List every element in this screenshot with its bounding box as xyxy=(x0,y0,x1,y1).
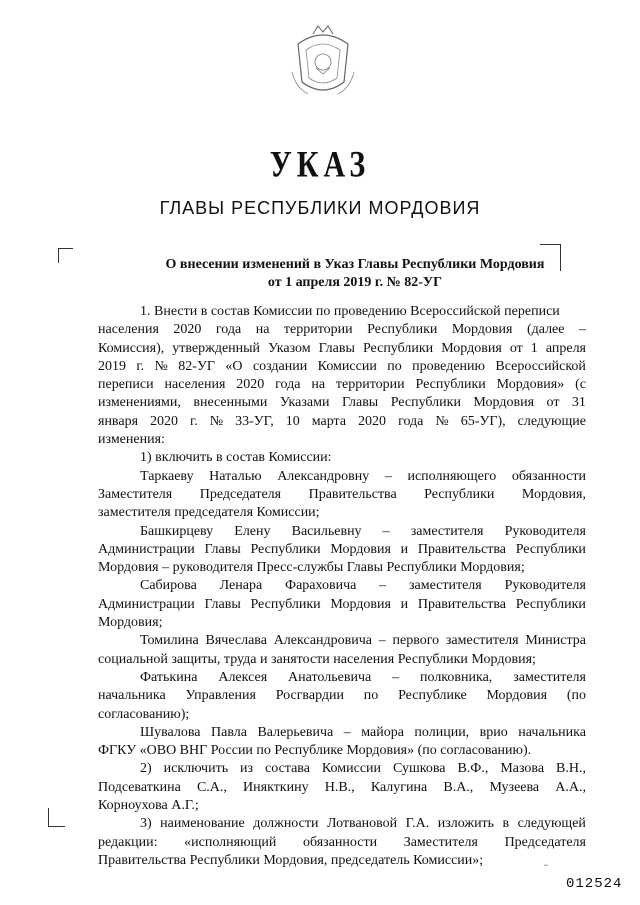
body-word: Подсеваткина xyxy=(98,779,181,795)
body-line xyxy=(98,815,586,833)
body-word: 2020 xyxy=(236,377,265,393)
body-word: – xyxy=(378,633,386,649)
body-word: переписи xyxy=(98,377,154,393)
body-word: проведению xyxy=(412,358,485,374)
body-line xyxy=(98,541,586,559)
body-word: Шувалова xyxy=(140,724,201,740)
body-word: Алексея xyxy=(218,669,268,685)
body-word: Мордовия xyxy=(441,340,502,356)
body-line xyxy=(98,724,586,742)
body-line xyxy=(98,413,586,431)
body-word: Председателя xyxy=(199,486,282,502)
body-line: Мордовия – руководителя Пресс-службы Главы Республики Мордовия; xyxy=(98,560,525,576)
decree-body xyxy=(98,303,586,870)
body-word: (далее xyxy=(526,322,565,338)
body-word: изменениями, xyxy=(98,395,181,411)
body-word: Республики xyxy=(390,395,461,411)
body-word: обязанности xyxy=(302,834,378,850)
body-word: Томилина xyxy=(140,633,199,649)
body-word: редакции: xyxy=(98,834,158,850)
body-word: территории xyxy=(283,322,353,338)
body-word: Мордовия xyxy=(330,596,391,612)
body-word: Мордовия xyxy=(473,395,535,411)
body-word: Главы xyxy=(318,340,355,356)
body-word: Анатольевича xyxy=(288,669,372,685)
body-word: обязанности xyxy=(511,468,586,484)
body-word: Мордовия xyxy=(451,322,513,338)
body-word: от xyxy=(509,340,523,356)
heading-line: от 1 апреля 2019 г. № 82-УГ xyxy=(267,275,443,290)
body-word: Управления xyxy=(185,688,256,704)
body-word: – xyxy=(392,669,400,685)
document-title: УКАЗ xyxy=(269,144,371,186)
body-word: № xyxy=(154,358,168,374)
body-word: полиции, xyxy=(414,724,470,740)
body-word: апреля xyxy=(545,340,586,356)
body-word: года xyxy=(398,413,424,429)
body-word: – xyxy=(578,322,586,338)
body-word: следующие xyxy=(517,413,586,429)
body-word: Мордовия» xyxy=(496,377,565,393)
body-word: Всероссийской xyxy=(495,358,586,374)
body-word: исключить xyxy=(163,761,229,777)
body-word: – xyxy=(384,468,392,484)
body-word: 10 xyxy=(285,413,300,429)
body-word: Главы xyxy=(341,395,379,411)
body-word: майора xyxy=(361,724,404,740)
body-word: должности xyxy=(253,816,319,832)
body-word: Республики xyxy=(415,377,486,393)
body-word: Сушкова xyxy=(393,761,446,777)
body-word: Наталью xyxy=(209,468,262,484)
body-word: изложить xyxy=(437,816,495,832)
body-word: Елену xyxy=(234,523,271,539)
body-word: от xyxy=(546,395,560,411)
body-word: Главы xyxy=(204,596,241,612)
body-word: населения xyxy=(98,322,159,338)
body-word: Главы xyxy=(204,541,241,557)
body-line xyxy=(98,687,586,705)
body-word: 2020 xyxy=(173,322,202,338)
body-line xyxy=(98,577,586,595)
body-word: – xyxy=(343,724,351,740)
body-word: года xyxy=(275,377,301,393)
body-word: Республике xyxy=(398,688,467,704)
body-word: 2020 xyxy=(358,413,387,429)
body-word: создании xyxy=(252,358,308,374)
body-word: 2019 xyxy=(98,358,126,374)
body-word: в xyxy=(502,816,510,832)
body-word: наименование xyxy=(160,816,245,832)
body-word: Вячеслава xyxy=(205,633,267,649)
body-word: по xyxy=(387,358,402,374)
body-word: Ленара xyxy=(219,578,263,594)
body-word: полковника, xyxy=(420,669,493,685)
scan-mark: ~ xyxy=(544,862,548,870)
body-word: (с xyxy=(575,377,586,393)
body-line: согласованию); xyxy=(98,706,190,722)
document-subtitle: ГЛАВЫ РЕСПУБЛИКИ МОРДОВИЯ xyxy=(159,198,481,218)
body-word: Министра xyxy=(525,633,586,649)
body-word: – xyxy=(379,578,387,594)
body-word: утвержденный xyxy=(172,340,261,356)
body-word: следующей xyxy=(517,816,586,832)
body-word: С.А., xyxy=(196,779,227,795)
body-line: социальной защиты, труда и занятости населения Республики Мордовия; xyxy=(98,651,536,667)
body-word: из xyxy=(240,761,254,777)
body-word: Руководителя xyxy=(504,578,586,594)
body-word: Республики xyxy=(362,340,434,356)
body-word: В.Н., xyxy=(556,761,586,777)
body-word: Фараховича xyxy=(285,578,357,594)
body-line xyxy=(98,321,586,339)
body-line xyxy=(98,834,586,852)
body-word: начальника xyxy=(518,724,586,740)
body-word: Александровича xyxy=(273,633,373,649)
body-word: Мазова xyxy=(500,761,545,777)
body-word: Лотвановой xyxy=(326,816,398,832)
body-line xyxy=(98,596,586,614)
body-word: состава xyxy=(265,761,310,777)
body-line xyxy=(98,394,586,412)
body-word: заместителя xyxy=(513,669,586,685)
body-word: января xyxy=(98,413,139,429)
body-word: Музеева xyxy=(489,779,540,795)
body-word: В.А., xyxy=(443,779,474,795)
body-word: исполняющего xyxy=(407,468,497,484)
body-line xyxy=(98,376,586,394)
body-word: Республики xyxy=(250,596,321,612)
body-word: Таркаеву xyxy=(140,468,194,484)
body-word: и xyxy=(400,541,409,557)
body-word: г. xyxy=(136,358,145,374)
body-word: Заместителя xyxy=(403,834,478,850)
registration-number: 012524 xyxy=(566,876,623,892)
body-word: 1 xyxy=(530,340,538,356)
body-line xyxy=(98,632,586,650)
body-word: В.Ф., xyxy=(457,761,489,777)
body-word: на xyxy=(311,377,326,393)
body-word: населения xyxy=(164,377,226,393)
body-word: Правительства xyxy=(308,486,397,502)
body-word: Комиссия), xyxy=(98,340,165,356)
body-word: Мордовия xyxy=(330,541,391,557)
body-word: № xyxy=(435,413,449,429)
body-word: Республики xyxy=(367,322,438,338)
body-word: Александровну xyxy=(277,468,370,484)
body-word: 2020 xyxy=(150,413,179,429)
body-line xyxy=(98,523,586,541)
body-word: внесенными xyxy=(193,395,268,411)
body-word: Республики xyxy=(250,541,321,557)
body-word: Указами xyxy=(279,395,330,411)
body-line: Мордовия; xyxy=(98,615,163,631)
body-word: Мордовия xyxy=(486,688,548,704)
body-word: 82-УГ xyxy=(178,358,215,374)
body-line: заместителя председателя Комиссии; xyxy=(98,505,320,521)
body-word: (по xyxy=(566,688,586,704)
body-line xyxy=(98,669,586,687)
body-line xyxy=(98,779,586,797)
body-line: 1) включить в состав Комиссии: xyxy=(140,450,332,466)
body-word: Администрации xyxy=(98,596,195,612)
body-word: Указом xyxy=(268,340,311,356)
body-line xyxy=(98,760,586,778)
body-word: заместителя xyxy=(445,633,519,649)
body-line: ФГКУ «ОВО ВНГ России по Республике Мордовия» (по согласованию). xyxy=(98,743,532,759)
body-word: Фатькина xyxy=(140,669,198,685)
body-word: 33-УГ, xyxy=(235,413,274,429)
decree-heading xyxy=(150,256,560,292)
body-word: А.А., xyxy=(555,779,586,795)
body-word: по xyxy=(363,688,379,704)
body-word: начальника xyxy=(98,688,166,704)
body-word: «О xyxy=(225,358,243,374)
body-word: Администрации xyxy=(98,541,195,557)
body-word: г. xyxy=(190,413,198,429)
body-word: – xyxy=(382,523,390,539)
body-word: первого xyxy=(392,633,440,649)
body-word: марта xyxy=(311,413,347,429)
corner-mark-top-left xyxy=(58,248,73,263)
body-word: Валерьевича xyxy=(257,724,334,740)
body-word: Н.В., xyxy=(324,779,355,795)
corner-mark-bottom-left xyxy=(48,808,65,827)
body-word: Башкирцеву xyxy=(140,523,214,539)
body-word: Мордовия, xyxy=(521,486,586,502)
body-word: заместителя xyxy=(410,523,484,539)
body-word: врио xyxy=(479,724,508,740)
body-line: Правительства Республики Мордовия, председатель Комиссии»; xyxy=(98,852,484,868)
body-word: и xyxy=(400,596,409,612)
body-word: Председателя xyxy=(504,834,586,850)
body-word: Инякткину xyxy=(243,779,309,795)
body-word: Калугина xyxy=(370,779,428,795)
body-word: Комиссии xyxy=(321,761,382,777)
heading-line: О внесении изменений в Указ Главы Республики Мордовия xyxy=(165,257,545,272)
body-word: 31 xyxy=(571,395,586,411)
body-word: на xyxy=(255,322,270,338)
body-word: территории xyxy=(335,377,405,393)
body-word: Республики xyxy=(424,486,495,502)
coat-of-arms-emblem xyxy=(288,22,358,100)
body-word: Правительства xyxy=(417,596,506,612)
body-word: Республики xyxy=(515,541,586,557)
body-word: Васильевну xyxy=(291,523,362,539)
body-line: 1. Внести в состав Комиссии по проведению Всероссийской переписи xyxy=(140,304,560,319)
body-word: 65-УГ), xyxy=(460,413,506,429)
body-word: «исполняющий xyxy=(184,834,277,850)
body-word: 2) xyxy=(140,761,152,777)
body-line: Корноухова А.Г.; xyxy=(98,798,199,814)
body-word: 3) xyxy=(140,816,152,832)
body-word: Правительства xyxy=(417,541,506,557)
body-word: Комиссии xyxy=(317,358,377,374)
body-word: Сабирова xyxy=(140,578,197,594)
body-word: Росгвардии xyxy=(275,688,344,704)
body-word: года xyxy=(215,322,242,338)
body-line xyxy=(98,340,586,358)
body-line xyxy=(98,468,586,486)
body-word: Заместителя xyxy=(98,486,173,502)
body-word: № xyxy=(209,413,224,429)
body-line xyxy=(98,486,586,504)
body-word: Г.А. xyxy=(405,816,430,832)
body-word: заместителя xyxy=(408,578,482,594)
body-word: Республики xyxy=(515,596,586,612)
body-word: Руководителя xyxy=(504,523,586,539)
body-word: Павла xyxy=(211,724,247,740)
body-line: изменения: xyxy=(98,432,165,448)
body-line xyxy=(98,358,586,376)
